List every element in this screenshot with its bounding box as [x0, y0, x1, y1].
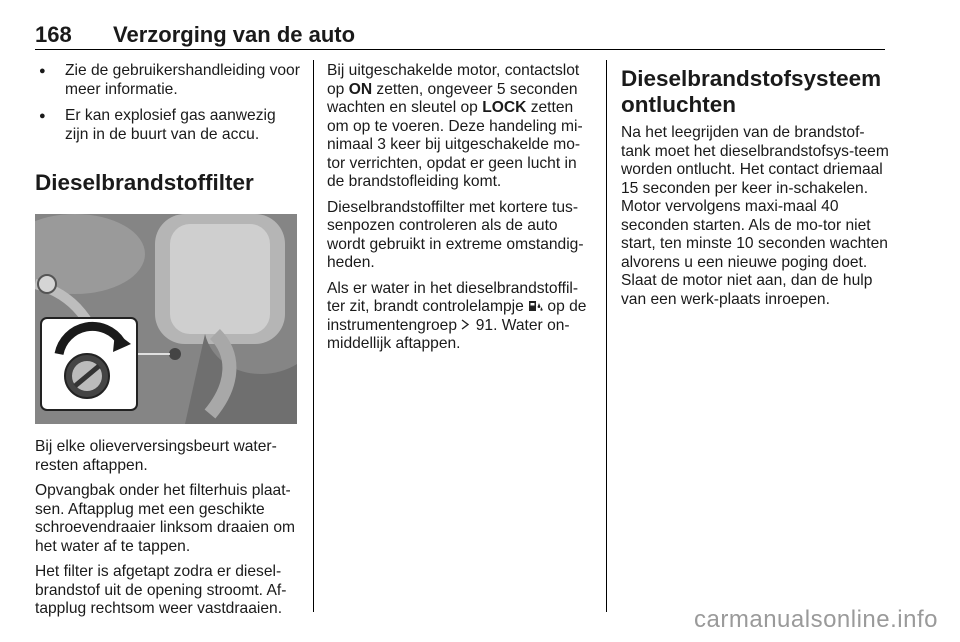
- paragraph: Opvangbak onder het filterhuis plaat-sen. Aftapplug met een geschikte schroevendraaier linksom draaien om het water af te tappen.: [35, 482, 296, 555]
- bullet-item: ● Er kan explosief gas aanwezig zijn in de buurt van de accu.: [35, 107, 303, 144]
- bullet-list: [35, 62, 303, 144]
- paragraph: Bij uitgeschakelde motor, contactslot op ON zetten, ongeveer 5 seconden wachten en sleutel op LOCK zetten om op te voeren. Deze handeling mi-nimaal 3 keer bij uitgeschakelde mo-tor verrichten, opdat er geen lucht in de brandstofleiding komt.: [327, 62, 583, 190]
- chapter-title: Verzorging van de auto: [113, 22, 356, 47]
- watermark: carmanualsonline.info: [694, 606, 938, 633]
- section-heading-fuel-filter: Dieselbrandstoffilter: [35, 170, 254, 195]
- section-heading-bleeding: Dieselbrandstofsysteem ontluchten: [621, 66, 882, 117]
- page-reference[interactable]: 91: [475, 316, 494, 334]
- page-reference-icon: [461, 317, 471, 334]
- paragraph: Als er water in het dieselbrandstoffil-ter zit, brandt controlelampje op de instrumentengroep 91. Water on-middellijk aftappen.: [327, 279, 587, 352]
- paragraph: Na het leegrijden van de brandstof-tank moet het dieselbrandstofsys-teem worden ontlucht. Het contact driemaal 15 seconden per keer in-schakelen. Motor vervolgens maxi-maal 40 seconden starten. Als de mo-tor niet start, ten minste 10 seconden wachten alvorens u een nieuwe poging doet. Slaat de motor niet aan, dan de hulp van een werk-plaats inroepen.: [621, 124, 889, 308]
- column-divider-1: [313, 60, 314, 612]
- paragraph: Bij elke olieverversingsbeurt water-resten aftappen.: [35, 438, 277, 474]
- column-3: [621, 62, 889, 316]
- key-position-on: ON: [348, 80, 373, 98]
- bullet-item: ● Zie de gebruikershandleiding voor meer informatie.: [35, 62, 303, 99]
- fuel-filter-illustration: [35, 214, 297, 424]
- page-header: [35, 22, 885, 48]
- water-in-fuel-icon: [528, 298, 543, 315]
- key-position-lock: LOCK: [482, 99, 527, 116]
- column-2: [327, 62, 595, 361]
- paragraph: Dieselbrandstoffilter met kortere tus-senpozen controleren als de auto wordt gebruikt in extreme omstandig-heden.: [327, 198, 584, 271]
- header-rule: [35, 49, 885, 50]
- paragraph: Het filter is afgetapt zodra er diesel-brandstof uit de opening stroomt. Af-tapplug rechtsom weer vastdraaien.: [35, 563, 287, 617]
- column-divider-2: [606, 60, 607, 612]
- column-1: [35, 62, 303, 626]
- page-number: 168: [35, 22, 72, 47]
